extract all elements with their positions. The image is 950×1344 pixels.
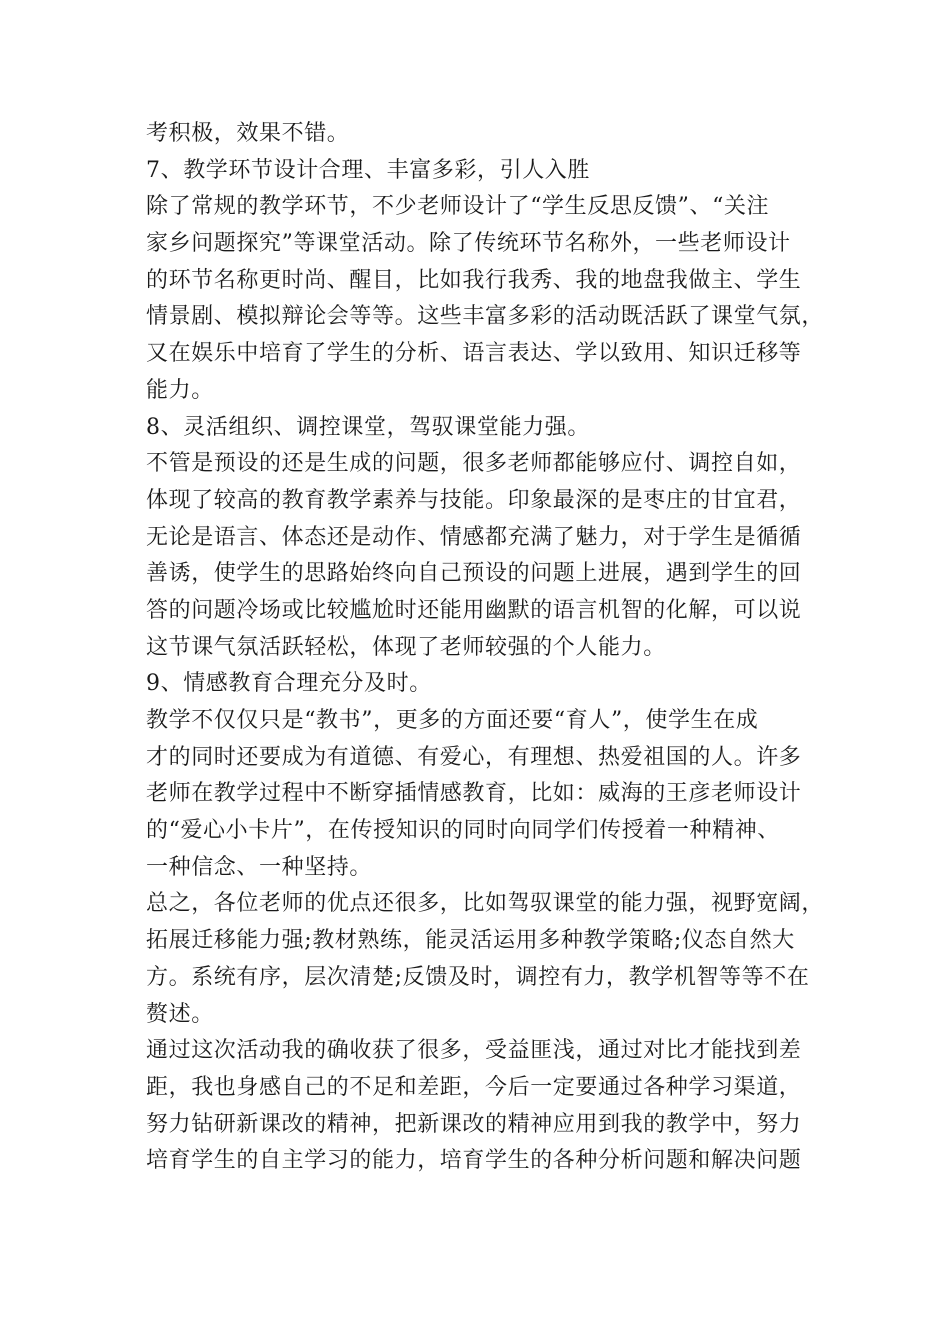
text-line: 一种信念、一种坚持。 (146, 854, 373, 880)
text-line: 才的同时还要成为有道德、有爱心，有理想、热爱祖国的人。许多 (146, 744, 802, 770)
text-line: 培育学生的自主学习的能力，培育学生的各种分析问题和解决问题 (146, 1148, 802, 1174)
text-line: 答的问题冷场或比较尴尬时还能用幽默的语言机智的化解，可以说 (146, 597, 802, 623)
text-line: 赘述。 (146, 1001, 214, 1027)
section-heading-8: 8、灵活组织、调控课堂，驾驭课堂能力强。 (146, 414, 590, 440)
text-line: 家乡问题探究”等课堂活动。除了传统环节名称外，一些老师设计 (146, 231, 791, 257)
text-line: 拓展迁移能力强;教材熟练，能灵活运用多种教学策略;仪态自然大 (146, 928, 795, 954)
text-line: 的环节名称更时尚、醒目，比如我行我秀、我的地盘我做主、学生 (146, 267, 802, 293)
text-line: 除了常规的教学环节，不少老师设计了“学生反思反馈”、“关注 (146, 194, 770, 220)
text-line: 考积极，效果不错。 (146, 121, 350, 146)
text-line: 通过这次活动我的确收获了很多，受益匪浅，通过对比才能找到差 (146, 1038, 802, 1064)
text-line: 教学不仅仅只是“教书”，更多的方面还要“育人”，使学生在成 (146, 708, 759, 733)
text-line: 情景剧、模拟辩论会等等。这些丰富多彩的活动既活跃了课堂气氛， (146, 304, 825, 330)
section-heading-7: 7、教学环节设计合理、丰富多彩，引人入胜 (146, 157, 590, 183)
text-line: 方。系统有序，层次清楚;反馈及时，调控有力，教学机智等等不在 (146, 964, 810, 990)
text-line: 这节课气氛活跃轻松，体现了老师较强的个人能力。 (146, 634, 666, 660)
text-line: 努力钻研新课改的精神，把新课改的精神应用到我的教学中，努力 (146, 1111, 802, 1137)
text-line: 体现了较高的教育教学素养与技能。印象最深的是枣庄的甘宜君， (146, 487, 802, 513)
text-line: 又在娱乐中培育了学生的分析、语言表达、学以致用、知识迁移等 (146, 341, 802, 367)
text-line: 的“爱心小卡片”，在传授知识的同时向同学们传授着一种精神、 (146, 818, 780, 844)
text-line: 距，我也身感自己的不足和差距，今后一定要通过各种学习渠道， (146, 1074, 802, 1100)
text-line: 能力。 (146, 377, 214, 403)
text-line: 无论是语言、体态还是动作、情感都充满了魅力，对于学生是循循 (146, 524, 802, 550)
section-heading-9: 9、情感教育合理充分及时。 (146, 671, 432, 697)
text-line: 善诱，使学生的思路始终向自己预设的问题上进展，遇到学生的回 (146, 561, 802, 587)
text-line: 总之，各位老师的优点还很多，比如驾驭课堂的能力强，视野宽阔， (146, 891, 825, 917)
text-line: 不管是预设的还是生成的问题，很多老师都能够应付、调控自如， (146, 451, 802, 477)
text-line: 老师在教学过程中不断穿插情感教育，比如：威海的王彦老师设计 (146, 781, 802, 807)
document-body (146, 116, 825, 1180)
